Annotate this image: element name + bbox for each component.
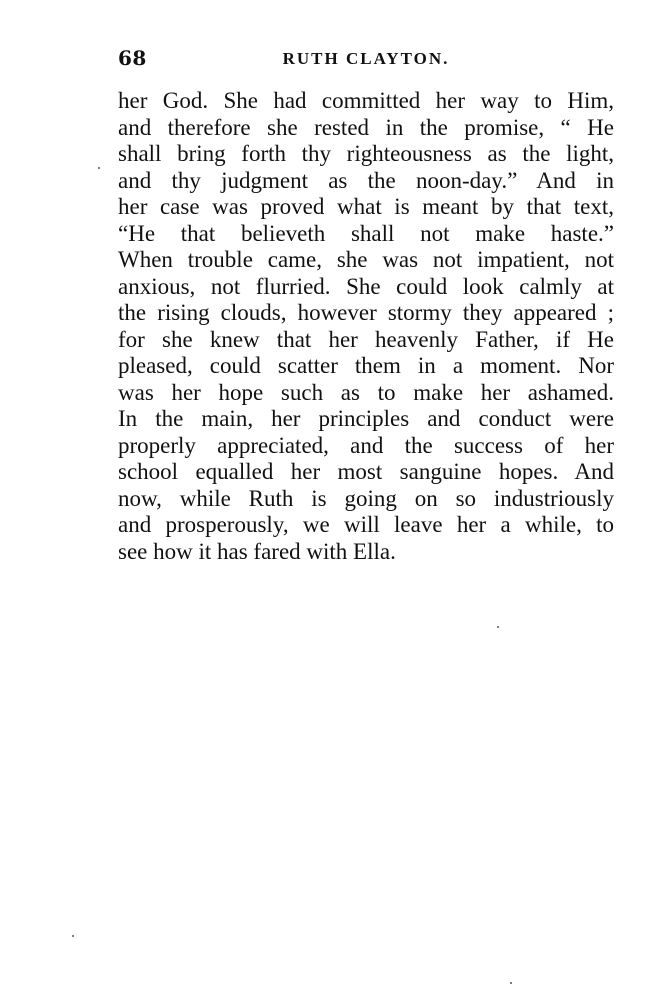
text-line: “He that believeth shall not make haste.” [118,220,614,246]
text-line: properly appreciated, and the success of her [118,432,614,458]
running-title: RUTH CLAYTON. [282,49,450,68]
text-line: for she knew that her heavenly Father, if He [118,326,614,352]
text-line: pleased, could scatter them in a moment. Nor [118,353,614,378]
text-line: was her hope such as to make her ashamed. [118,379,614,405]
text-line: and thy judgment as the noon-day.” And in [118,167,614,193]
scan-speck [98,167,100,169]
page-header [118,46,614,76]
text-line: see how it has fared with Ella. [118,538,396,564]
text-line: the rising clouds, however stormy they appeared ; [118,300,614,325]
scan-speck [497,626,499,628]
scan-speck [72,935,74,937]
text-line: and prosperously, we will leave her a while, to [118,512,614,537]
text-line: her God. She had committed her way to Him, [118,88,614,113]
text-line: In the main, her principles and conduct were [118,406,614,431]
text-line: shall bring forth thy righteousness as the light, [118,141,614,166]
text-line: her case was proved what is meant by that text, [118,194,614,219]
text-line: and therefore she rested in the promise, “ He [118,114,614,140]
text-line: now, while Ruth is going on so industriously [118,485,614,511]
page-number: 68 [118,46,147,70]
text-line: school equalled her most sanguine hopes. And [118,459,614,484]
text-line: When trouble came, she was not impatient, not [118,247,614,272]
text-line: anxious, not flurried. She could look calmly at [118,273,614,299]
scan-speck [510,982,512,984]
body-text [118,88,614,565]
